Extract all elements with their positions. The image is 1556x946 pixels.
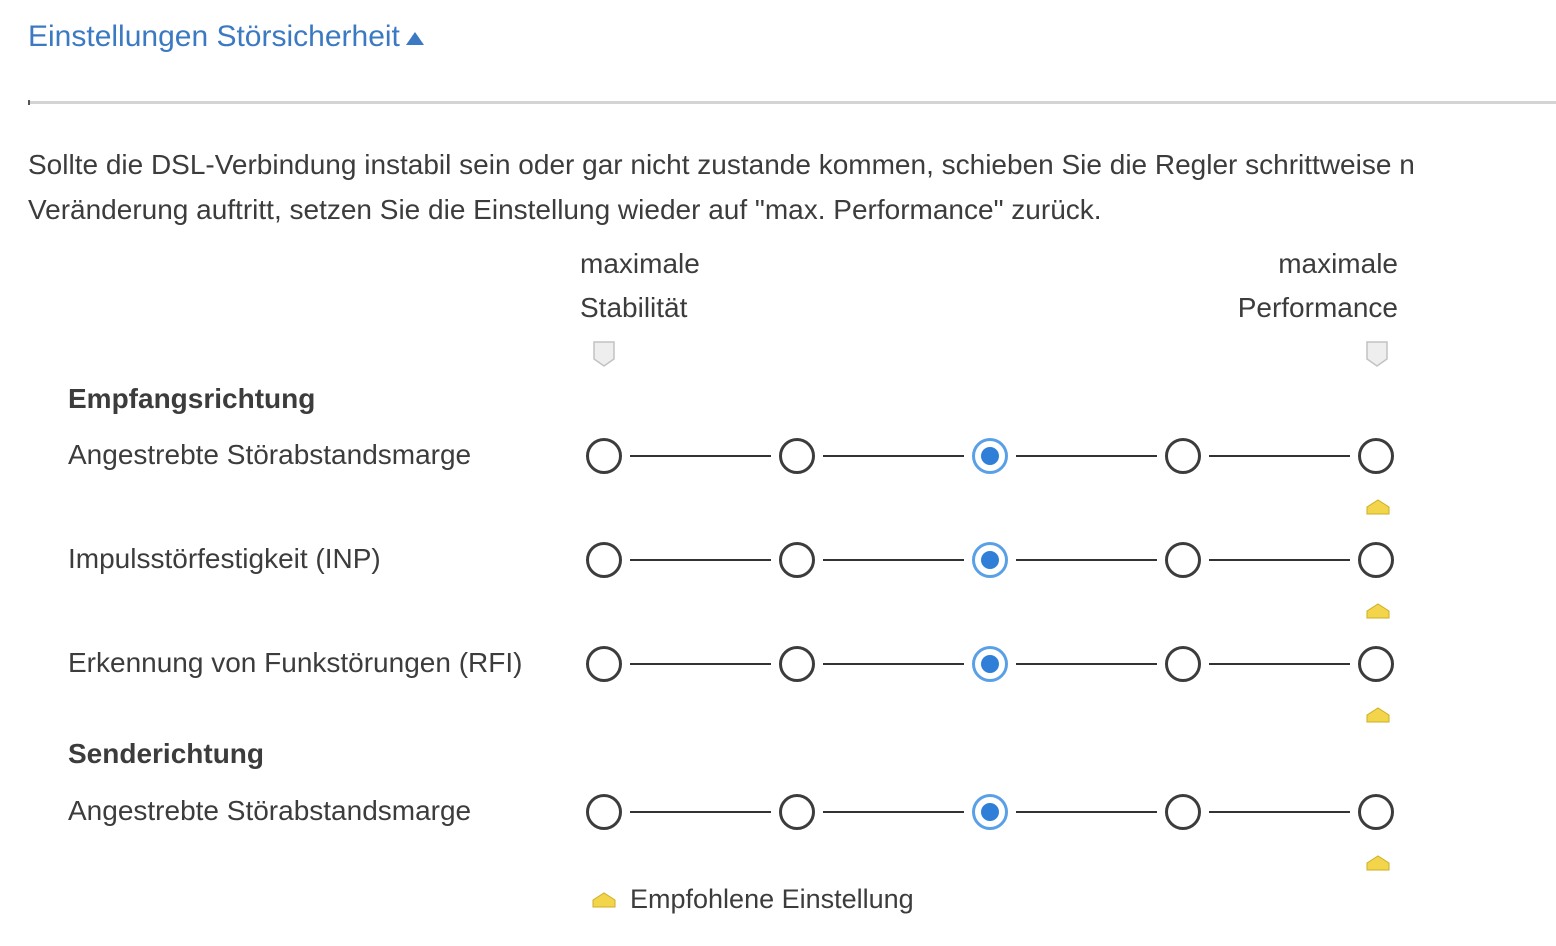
legend-label: Empfohlene Einstellung [630,884,914,914]
slider-track-line [1209,559,1350,561]
recommended-marker-icon [592,892,616,908]
slider-track-line [1209,455,1350,457]
slider-track-line [1016,455,1157,457]
intro-line-2: Veränderung auftritt, setzen Sie die Einstellung wieder auf "max. Performance" zurück. [28,194,1102,225]
slider-track-line [1209,663,1350,665]
slider-track-line [630,811,771,813]
slider-track-line [823,559,964,561]
slider-step-5-radio[interactable] [1358,542,1394,578]
slider-step-1-radio[interactable] [586,438,622,474]
row-label-downstream-snr: Angestrebte Störabstandsmarge [68,439,472,470]
slider-downstream-snr[interactable] [586,436,1392,476]
slider-step-3-radio[interactable] [972,794,1008,830]
slider-track-line [630,455,771,457]
slider-step-3-radio[interactable] [972,542,1008,578]
scale-label-stability-line1: maximale [580,248,700,279]
slider-step-2-radio[interactable] [779,542,815,578]
recommended-marker-icon [1366,603,1390,619]
slider-track-line [823,455,964,457]
recommended-marker-icon [1366,707,1390,723]
scale-label-stability-line2: Stabilität [580,292,688,323]
slider-step-4-radio[interactable] [1165,646,1201,682]
slider-step-5-radio[interactable] [1358,794,1394,830]
intro-text [28,142,1556,232]
section-heading-upstream: Senderichtung [68,738,265,769]
slider-step-4-radio[interactable] [1165,438,1201,474]
slider-downstream-rfi[interactable] [586,644,1392,684]
scale-label-performance-line1: maximale [1278,248,1398,279]
slider-step-3-radio[interactable] [972,438,1008,474]
slider-step-2-radio[interactable] [779,646,815,682]
slider-step-5-radio[interactable] [1358,646,1394,682]
slider-step-3-radio[interactable] [972,646,1008,682]
slider-upstream-snr[interactable] [586,792,1392,832]
slider-track-line [823,811,964,813]
slider-step-2-radio[interactable] [779,794,815,830]
recommended-marker-icon [1366,499,1390,515]
slider-track-line [630,663,771,665]
flag-marker-icon [1366,341,1388,367]
scale-label-performance [1238,242,1398,330]
slider-step-2-radio[interactable] [779,438,815,474]
scale-label-performance-line2: Performance [1237,292,1398,323]
slider-track-line [1016,559,1157,561]
slider-track-line [823,663,964,665]
divider [28,101,1556,104]
flag-marker-icon [593,341,615,367]
settings-toggle-link[interactable] [28,20,424,54]
row-label-downstream-inp: Impulsstörfestigkeit (INP) [68,543,381,574]
row-label-downstream-rfi: Erkennung von Funkstörungen (RFI) [68,647,523,678]
slider-track-line [1016,663,1157,665]
recommended-marker-icon [1366,855,1390,871]
slider-step-1-radio[interactable] [586,646,622,682]
triangle-up-icon [406,32,424,45]
section-heading-downstream: Empfangsrichtung [68,383,316,414]
slider-step-4-radio[interactable] [1165,794,1201,830]
slider-step-1-radio[interactable] [586,542,622,578]
slider-downstream-inp[interactable] [586,540,1392,580]
slider-track-line [1209,811,1350,813]
scale-label-stability [580,242,700,330]
slider-track-line [630,559,771,561]
slider-track-line [1016,811,1157,813]
settings-toggle-label: Einstellungen Störsicherheit [28,20,400,53]
slider-step-1-radio[interactable] [586,794,622,830]
divider-tick [28,100,30,105]
legend [592,884,914,915]
slider-step-5-radio[interactable] [1358,438,1394,474]
slider-step-4-radio[interactable] [1165,542,1201,578]
intro-line-1: Sollte die DSL-Verbindung instabil sein oder gar nicht zustande kommen, schieben Sie die Regler schrittweise n [28,149,1415,180]
row-label-upstream-snr: Angestrebte Störabstandsmarge [68,795,472,826]
